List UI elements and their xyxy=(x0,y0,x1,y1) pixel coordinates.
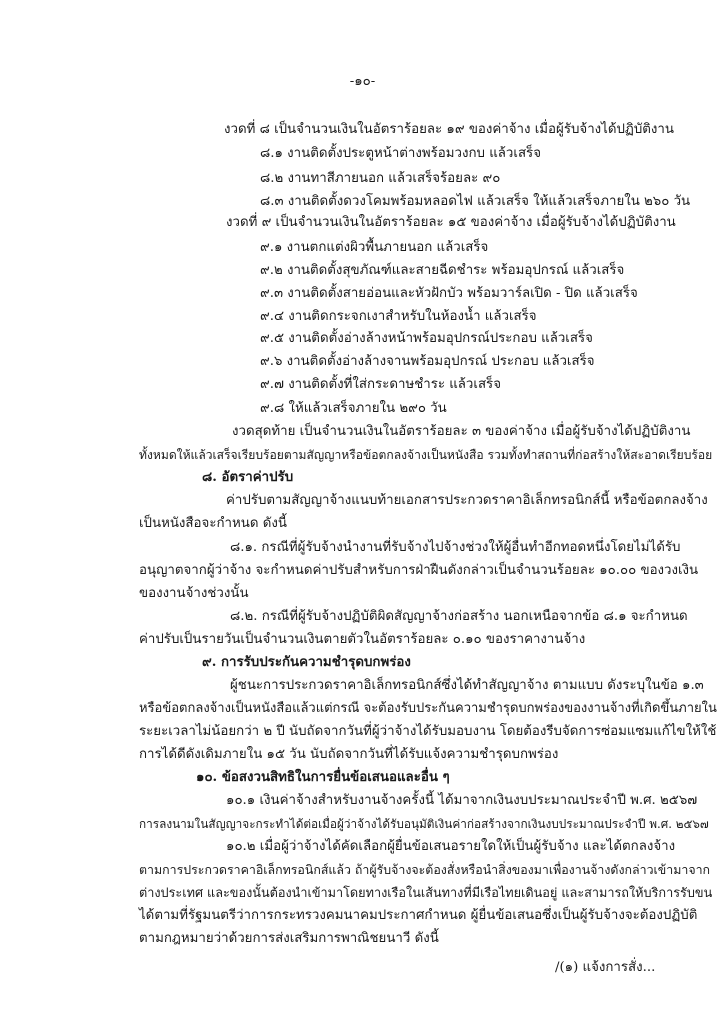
item-9-3: ๙.๓ งานติดตั้งสายอ่อนและหัวฝักบัว พร้อมวาร์ลเปิด - ปิด แล้วเสร็จ xyxy=(260,286,638,301)
item-8-1: ๘.๑ งานติดตั้งประตูหน้าต่างพร้อมวงกบ แล้วเสร็จ xyxy=(260,146,541,161)
section-10-1-text: การลงนามในสัญญาจะกระทำได้ต่อเมื่อผู้ว่าจ้างได้รับอนุมัติเงินค่าก่อสร้างจากเงินงบประมาณประจำปี พ.ศ. ๒๕๖๗ xyxy=(139,817,709,831)
item-9-1: ๙.๑ งานตกแต่งผิวพื้นภายนอก แล้วเสร็จ xyxy=(260,240,489,255)
section-8-2: ๘.๒. กรณีที่ผู้รับจ้างปฏิบัติผิดสัญญาจ้างก่อสร้าง นอกเหนือจากข้อ ๘.๑ จะกำหนด xyxy=(230,609,688,624)
section-10-1: ๑๐.๑ เงินค่าจ้างสำหรับงานจ้างครั้งนี้ ได้มาจากเงินงบประมาณประจำปี พ.ศ. ๒๕๖๗ xyxy=(226,793,698,808)
item-9-4: ๙.๔ งานติดกระจกเงาสำหรับในห้องน้ำ แล้วเสร็จ xyxy=(260,309,537,324)
section-8-2-text: ค่าปรับเป็นรายวันเป็นจำนวนเงินตายตัวในอัตราร้อยละ ๐.๑๐ ของราคางานจ้าง xyxy=(139,632,586,647)
item-9-8: ๙.๘ ให้แล้วเสร็จภายใน ๒๙๐ วัน xyxy=(260,401,447,416)
item-9-7: ๙.๗ งานติดตั้งที่ใส่กระดาษชำระ แล้วเสร็จ xyxy=(260,377,501,392)
item-9-2: ๙.๒ งานติดตั้งสุขภัณฑ์และสายฉีดชำระ พร้อมอุปกรณ์ แล้วเสร็จ xyxy=(260,263,625,278)
item-9-6: ๙.๖ งานติดตั้งอ่างล้างจานพร้อมอุปกรณ์ ประกอบ แล้วเสร็จ xyxy=(260,354,595,369)
item-8-2: ๘.๒ งานทาสีภายนอก แล้วเสร็จร้อยละ ๙๐ xyxy=(260,171,501,186)
section-10-heading: ๑๐. ข้อสงวนสิทธิในการยื่นข้อเสนอและอื่น ๆ xyxy=(196,770,450,785)
section-8-1-text: ของงานจ้างช่วงนั้น xyxy=(139,586,249,601)
section-10-2-text: ตามการประกวดราคาอิเล็กทรอนิกส์แล้ว ถ้าผู้รับจ้างจะต้องสั่งหรือนำสิ่งของมาเพื่องานจ้างดังกล่าวเข้ามาจาก xyxy=(139,862,711,877)
installment-8-heading: งวดที่ ๘ เป็นจำนวนเงินในอัตราร้อยละ ๑๙ ของค่าจ้าง เมื่อผู้รับจ้างได้ปฏิบัติงาน xyxy=(224,122,674,137)
section-8-1: ๘.๑. กรณีที่ผู้รับจ้างนำงานที่รับจ้างไปจ้างช่วงให้ผู้อื่นทำอีกทอดหนึ่งโดยไม่ได้รับ xyxy=(230,540,681,555)
item-9-5: ๙.๕ งานติดตั้งอ่างล้างหน้าพร้อมอุปกรณ์ประกอบ แล้วเสร็จ xyxy=(260,331,593,346)
section-9-text: ระยะเวลาไม่น้อยกว่า ๒ ปี นับถัดจากวันที่ผู้ว่าจ้างได้รับมอบงาน โดยต้องรีบจัดการซ่อมแซมแก้ไขให้ใช้ xyxy=(139,724,717,739)
item-8-3: ๘.๓ งานติดตั้งดวงโคมพร้อมหลอดไฟ แล้วเสร็จ ให้แล้วเสร็จภายใน ๒๖๐ วัน xyxy=(260,194,691,209)
page-number: -๑๐- xyxy=(349,74,376,89)
installment-9-heading: งวดที่ ๙ เป็นจำนวนเงินในอัตราร้อยละ ๑๕ ของค่าจ้าง เมื่อผู้รับจ้างได้ปฏิบัติงาน xyxy=(226,215,676,230)
section-9-heading: ๙. การรับประกันความชำรุดบกพร่อง xyxy=(202,655,411,670)
section-8-text: ค่าปรับตามสัญญาจ้างแนบท้ายเอกสารประกวดราคาอิเล็กทรอนิกส์นี้ หรือข้อตกลงจ้าง xyxy=(226,493,708,508)
section-8-heading: ๘. อัตราค่าปรับ xyxy=(202,470,294,485)
final-installment-text: ทั้งหมดให้แล้วเสร็จเรียบร้อยตามสัญญาหรือข้อตกลงจ้างเป็นหนังสือ รวมทั้งทำสถานที่ก่อสร้างให้สะอาดเรียบร้อย xyxy=(139,448,713,462)
section-10-2-text: ได้ตามที่รัฐมนตรีว่าการกระทรวงคมนาคมประกาศกำหนด ผู้ยื่นข้อเสนอซึ่งเป็นผู้รับจ้างจะต้องปฏิบัติ xyxy=(139,908,698,923)
continuation-note: /(๑) แจ้งการสั่ง... xyxy=(555,960,656,975)
section-8-1-text: อนุญาตจากผู้ว่าจ้าง จะกำหนดค่าปรับสำหรับการฝ่าฝืนดังกล่าวเป็นจำนวนร้อยละ ๑๐.๐๐ ของวงเงิน xyxy=(139,563,699,578)
section-10-2-text: ตามกฎหมายว่าด้วยการส่งเสริมการพาณิชยนาวี ดังนี้ xyxy=(139,931,439,946)
section-8-text: เป็นหนังสือจะกำหนด ดังนี้ xyxy=(139,516,287,531)
section-9-text: การได้ดีดังเดิมภายใน ๑๕ วัน นับถัดจากวันที่ได้รับแจ้งความชำรุดบกพร่อง xyxy=(139,747,559,762)
section-10-2: ๑๐.๒ เมื่อผู้ว่าจ้างได้คัดเลือกผู้ยื่นข้อเสนอรายใดให้เป็นผู้รับจ้าง และได้ตกลงจ้าง xyxy=(226,839,676,854)
section-9-text: หรือข้อตกลงจ้างเป็นหนังสือแล้วแต่กรณี จะต้องรับประกันความชำรุดบกพร่องของงานจ้างที่เกิดขึ้นภายใน xyxy=(139,701,717,716)
final-installment-heading: งวดสุดท้าย เป็นจำนวนเงินในอัตราร้อยละ ๓ ของค่าจ้าง เมื่อผู้รับจ้างได้ปฏิบัติงาน xyxy=(232,424,691,439)
section-9-text: ผู้ชนะการประกวดราคาอิเล็กทรอนิกส์ซึ่งได้ทำสัญญาจ้าง ตามแบบ ดังระบุในข้อ ๑.๓ xyxy=(230,678,704,693)
section-10-2-text: ต่างประเทศ และของนั้นต้องนำเข้ามาโดยทางเรือในเส้นทางที่มีเรือไทยเดินอยู่ และสามารถให้บริการรับขน xyxy=(139,885,713,900)
